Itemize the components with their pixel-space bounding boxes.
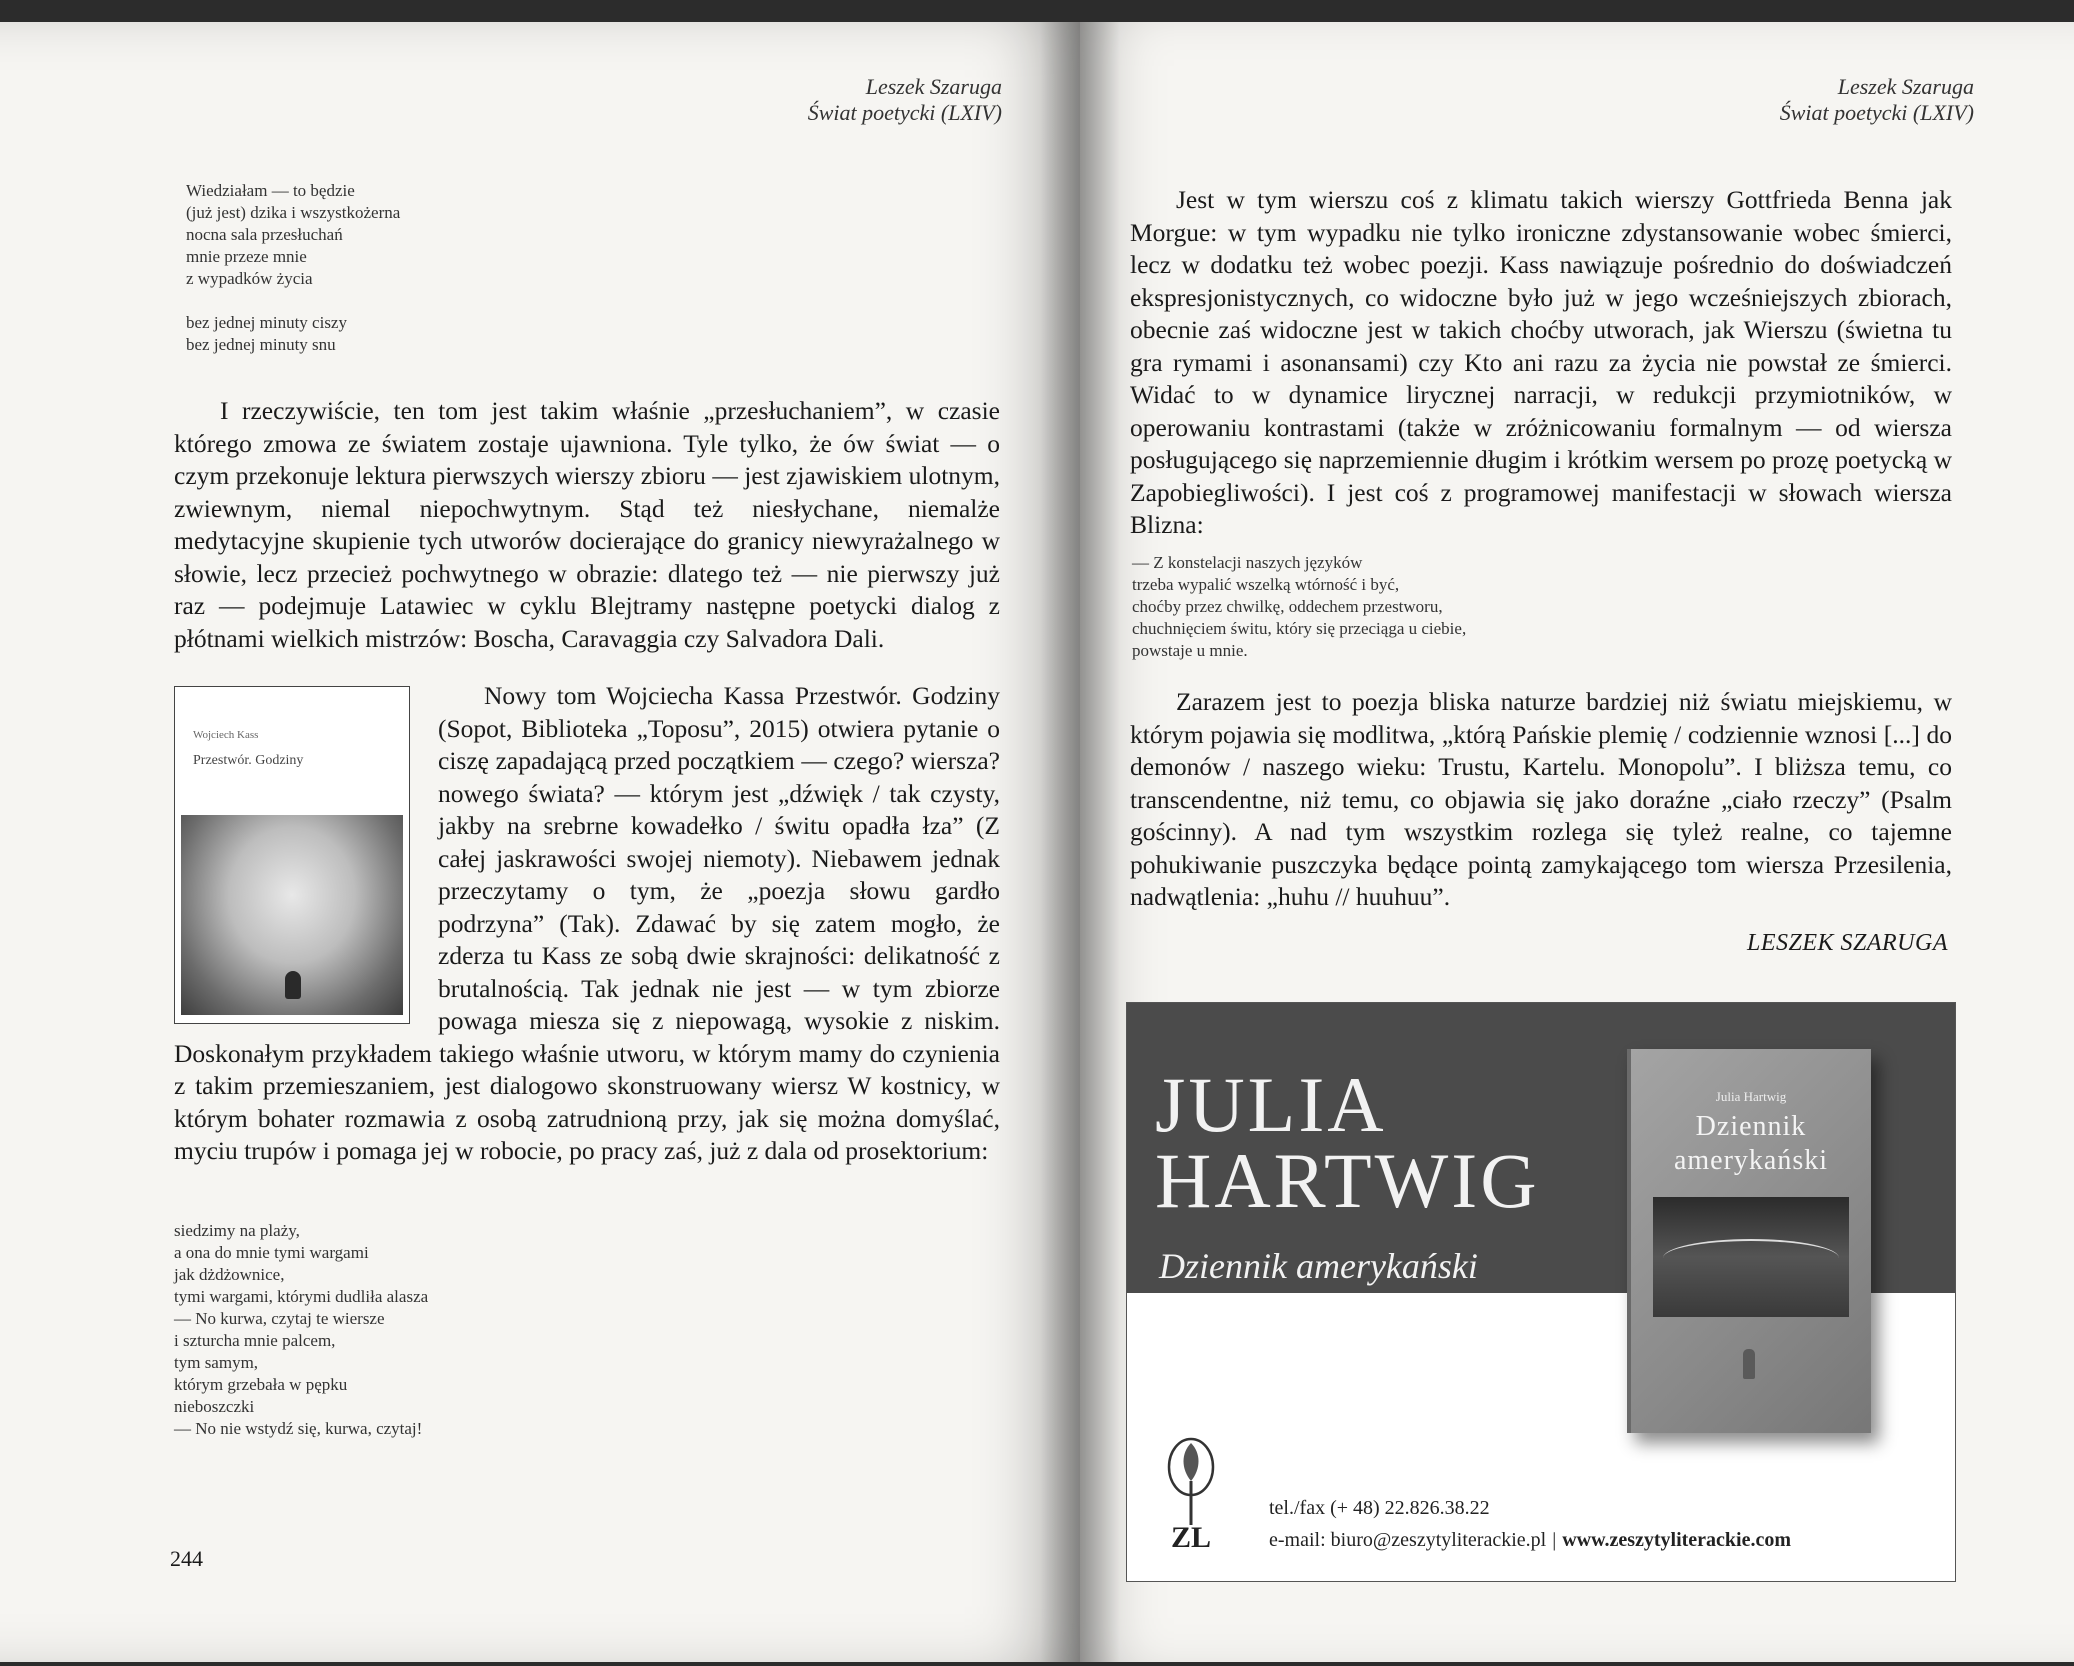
paragraph-text: Jest w tym wierszu coś z klimatu takich wierszy Gottfrieda Benna jak Morgue: w tym wypadku nie tylko ironiczne zdystansowanie wobec śmierci, lecz w dodatku też wobec poezji. Kass nawiązuje pośrednio do doświadczeń ekspresjonistycznych, co widoczne było już w jego wcześniejszych zbiorach, obecnie zaś widoczne jest w takich choćby utworach, jak Wierszu (świetna tu gra rymami i asonansami) czy Kto ani razu za życia nie powstał ze śmierci. Widać to w dynamice lirycznej narracji, w redukcji przymiotników, w operowaniu kontrastami (także w zróżnicowaniu formalnym — od wiersza posługującego się naprzemiennie długim i krótkim wersem po prozę poetycką w Zapobiegliwości). I jest coś z programowej manifestacji w słowach wiersza Blizna: <box>1130 185 1952 539</box>
left-paragraph-2-block <box>174 680 1000 1168</box>
author-signature: LESZEK SZARUGA <box>1746 930 1948 956</box>
ad-book-figure <box>1743 1349 1755 1379</box>
poem-line: i szturcha mnie palcem, <box>174 1331 336 1350</box>
poem-line: nocna sala przesłuchań <box>186 225 343 244</box>
poem-line: — Z konstelacji naszych języków <box>1132 553 1363 572</box>
poem-line: a ona do mnie tymi wargami <box>174 1243 369 1262</box>
poem-line: trzeba wypalić wszelką wtórność i być, <box>1132 575 1400 594</box>
poem-line: — No nie wstydź się, kurwa, czytaj! <box>174 1419 423 1438</box>
left-page <box>0 22 1080 1662</box>
page-number: 244 <box>170 1546 203 1571</box>
right-page <box>1080 22 2074 1662</box>
cover-author: Wojciech Kass <box>193 729 259 741</box>
running-head-title: Świat poetycki (LXIV) <box>807 100 1002 125</box>
paragraph-text: Nowy tom Wojciecha Kassa Przestwór. Godziny (Sopot, Biblioteka „Toposu”, 2015) otwiera pytanie o ciszę zapadającą przed początkiem — czego? wiersza? nowego świata? — którym jest „dźwięk / tak czysty, jakby na srebrne kowadełko / świtu opadła łza” (Z całej jaskrawości swojej niemoty). Niebawem jednak przeczytamy o tym, że „poezja słowu gardło podrzyna” (Tak). Zdawać by się zatem mogło, że zderza tu Kass ze sobą dwie skrajności: delikatność z brutalnością. Tak jednak nie jest — w tym zbiorze powaga miesza się z niepowagą, wysokie z niskim. Doskonałym przykładem takiego właśnie utworu, w którym mamy do czynienia z takim przemieszaniem, jest dialogowo skonstruowany wiersz W kostnicy, w którym bohater rozmawia z osobą zatrudnioną przy, jak się można domyślać, myciu trupów i pomaga jej w robocie, po pracy zaś, już z dala od prosektorium: <box>174 681 1000 1165</box>
poem-line: (już jest) dzika i wszystkożerna <box>186 203 401 222</box>
paragraph-text: Zarazem jest to poezja bliska naturze bardziej niż światu miejskiemu, w którym pojawia się modlitwa, „którą Pańskie plemię / codziennie wznosi [...] do demonów / naszego wieku: Trustu, Kartelu. Monopolu”. I bliższa temu, co transcendentne, niż temu, co objawia się jako doraźne „ciało rzeczy” (Psalm gościnny). A nad tym wszystkim rozlega się tyleż realne, co tajemne pohukiwanie puszczyka będące pointą zamykającego tom wiersza Przesilenia, nadwątlenia: „huhu // huuhuu”. <box>1130 687 1952 911</box>
ad-book-cover <box>1627 1049 1871 1433</box>
ad-book-subtitle: Dziennik amerykański <box>1159 1246 1478 1286</box>
ad-contact-line <box>1269 1529 1791 1552</box>
poem-line: tym samym, <box>174 1353 259 1372</box>
publisher-logo-icon <box>1151 1429 1231 1559</box>
ad-book-title-2: amerykański <box>1673 1145 1829 1176</box>
cover-photo <box>181 815 403 1015</box>
ad-contact-website[interactable]: www.zeszytyliterackie.com <box>1562 1529 1792 1551</box>
contact-separator: | <box>1552 1529 1557 1551</box>
left-paragraph-1 <box>174 395 1000 655</box>
left-running-head <box>808 74 1002 126</box>
right-paragraph-2 <box>1130 686 1952 914</box>
poem-line: — No kurwa, czytaj te wiersze <box>174 1309 385 1328</box>
poem-line: powstaje u mnie. <box>1132 641 1248 660</box>
poem-line: z wypadków życia <box>186 269 313 288</box>
poem-line: jak dżdżownice, <box>174 1265 285 1284</box>
poem-line: którym grzebała w pępku <box>174 1375 348 1394</box>
ad-contact-phone: tel./fax (+ 48) 22.826.38.22 <box>1269 1497 1490 1519</box>
poem-line: bez jednej minuty snu <box>186 335 336 354</box>
poem-line: chuchnięciem świtu, który się przeciąga u ciebie, <box>1132 619 1467 638</box>
ad-book-author: Julia Hartwig <box>1715 1089 1787 1104</box>
paragraph-text: I rzeczywiście, ten tom jest takim właśnie „przesłuchaniem”, w czasie którego zmowa ze światem zostaje ujawniona. Tyle tylko, że ów świat — o czym przekonuje lektura pierwszych wierszy zbioru — jest zjawiskiem ulotnym, zwiewnym, niemal niepochwytnym. Stąd też niesłychane, niemalże medytacyjne skupienie tych utworów docierające do granicy niewyrażalnego w słowie, lecz przecież pochwytnego w obrazie: dlatego też — nie pierwszy już raz — podejmuje Latawiec w cyklu Blejtramy następne poetycki dialog z płótnami wielkich mistrzów: Boscha, Caravaggia czy Salvadora Dali. <box>174 396 1000 653</box>
running-head-author: Leszek Szaruga <box>1837 74 1974 99</box>
ad-author-first-name: JULIA <box>1155 1061 1387 1148</box>
running-head-title: Świat poetycki (LXIV) <box>1779 100 1974 125</box>
poem-stanza <box>186 312 400 356</box>
ad-author-last-name: HARTWIG <box>1155 1137 1540 1224</box>
ad-contact-email[interactable]: e-mail: biuro@zeszytyliterackie.pl <box>1269 1529 1547 1551</box>
ad-book-photo <box>1653 1197 1849 1317</box>
poem-line: bez jednej minuty ciszy <box>186 313 347 332</box>
running-head-author: Leszek Szaruga <box>865 74 1002 99</box>
advertisement <box>1126 1002 1956 1582</box>
left-poem-1 <box>186 180 400 372</box>
ad-book-title-1: Dziennik <box>1695 1111 1807 1142</box>
logo-letters: ZL <box>1170 1521 1212 1554</box>
poem-line: choćby przez chwilkę, oddechem przestworu, <box>1132 597 1443 616</box>
poem-line: siedzimy na plaży, <box>174 1221 300 1240</box>
poem-line: tymi wargami, którymi dudliła alasza <box>174 1287 429 1306</box>
book-cover-kass <box>174 686 410 1024</box>
right-poem <box>1132 552 1466 662</box>
poem-stanza <box>186 180 400 290</box>
poem-line: Wiedziałam — to będzie <box>186 181 355 200</box>
bridge-shape <box>1663 1239 1839 1277</box>
poem-line: nieboszczki <box>174 1397 255 1416</box>
left-poem-2 <box>174 1220 428 1440</box>
poem-line: mnie przeze mnie <box>186 247 307 266</box>
cover-title: Przestwór. Godziny <box>193 753 304 768</box>
right-paragraph-1 <box>1130 184 1952 542</box>
right-running-head <box>1780 74 1974 126</box>
cover-figure <box>285 971 301 999</box>
